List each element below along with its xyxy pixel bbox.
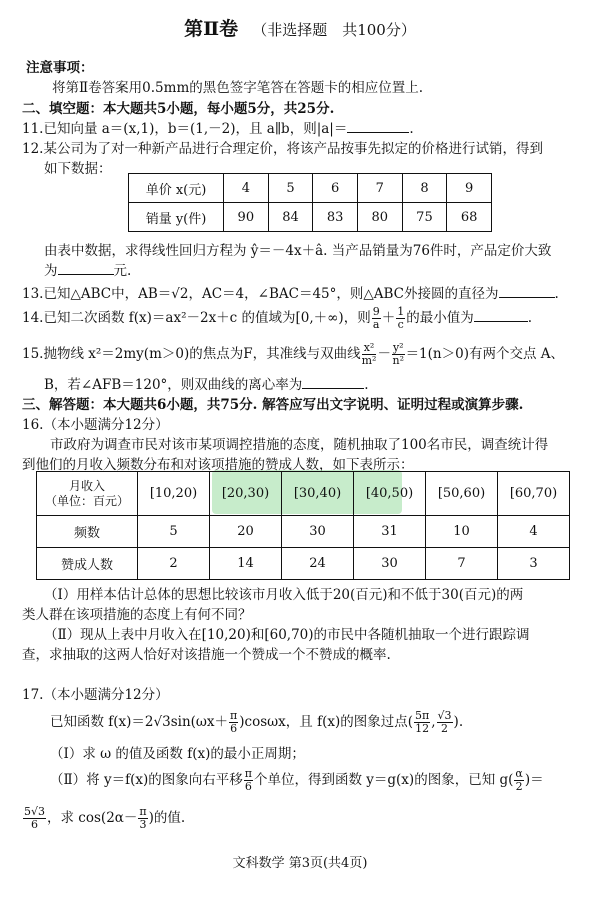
answer-blank — [474, 309, 528, 322]
table-cell: 7 — [426, 548, 498, 580]
q17-line3-b: )的值. — [148, 810, 186, 826]
fraction-denominator: c — [397, 318, 404, 331]
fraction-numerator: x² — [362, 342, 377, 355]
q17-part2-b: 个单位，得到函数 y＝g(x)的图象，已知 g( — [253, 772, 514, 788]
table-cell: [20,30) — [210, 472, 282, 516]
q12-line4-prefix: 为 — [44, 263, 58, 279]
q12-line4 — [44, 259, 131, 279]
page-title — [0, 14, 600, 41]
header-label-line2: （单位：百元） — [44, 493, 129, 508]
fraction-numerator: α — [515, 767, 523, 780]
table-cell: 75 — [402, 203, 447, 232]
fraction — [23, 806, 46, 831]
table-cell: [40,50) — [354, 472, 426, 516]
fraction-denominator: 2 — [515, 780, 523, 793]
notice-text: 将第Ⅱ卷答案用0.5mm的黑色签字笔答在答题卡的相应位置上. — [52, 80, 424, 96]
q17-label: 17.（本小题满分12分） — [22, 687, 169, 703]
title-subtitle: （非选择题 共100分） — [252, 21, 416, 39]
fraction-denominator: 6 — [230, 722, 238, 735]
fraction-denominator: a — [372, 318, 380, 331]
table-row — [129, 174, 492, 203]
table-cell: [60,70) — [498, 472, 570, 516]
table-cell: 4 — [498, 516, 570, 548]
table-cell: 2 — [138, 548, 210, 580]
q17-line3-a: ，求 cos(2α－ — [47, 810, 138, 826]
fraction-denominator: 2 — [441, 722, 449, 735]
table-cell: 5 — [138, 516, 210, 548]
answer-blank — [347, 120, 409, 133]
q17-line1-d: ). — [453, 714, 464, 730]
fraction-numerator: π — [139, 805, 147, 818]
q17-part2-line2 — [22, 806, 185, 831]
table-cell: 84 — [268, 203, 313, 232]
answer-blank — [499, 285, 555, 298]
q15-part2: ＝1(n＞0)有两个交点 A、 — [405, 346, 565, 362]
section3-heading: 三、解答题：本大题共6小题，共75分. 解答应写出文字说明、证明过程或演算步骤. — [22, 397, 524, 413]
title-main: 第Ⅱ卷 — [184, 18, 239, 40]
table-cell: 20 — [210, 516, 282, 548]
fraction-numerator: √3 — [437, 709, 452, 722]
answer-blank — [302, 376, 364, 389]
q17-part2-a: （Ⅱ）将 y＝f(x)的图象向右平移 — [50, 772, 243, 788]
fraction-numerator: 1 — [397, 305, 405, 318]
fraction — [414, 710, 430, 735]
table-cell: 3 — [498, 548, 570, 580]
table-header-cell — [37, 472, 138, 516]
fraction — [392, 342, 405, 367]
fraction — [362, 342, 377, 367]
q15-line2: B，若∠AFB＝120°，则双曲线的离心率为 . — [44, 377, 369, 393]
question-14: 14.已知二次函数 f(x)＝ax²－2x＋c 的值域为[0,＋∞)，则 $\frac{9}{a}$ ＋ $\frac{1}{c}$ 的最小值为 . — [22, 305, 532, 331]
table-cell: 83 — [313, 203, 358, 232]
fraction-denominator: 12 — [415, 722, 430, 735]
fraction — [229, 710, 238, 735]
table-cell: [10,20) — [138, 472, 210, 516]
comma: , — [431, 714, 436, 730]
q15-line2-text: B，若∠AFB＝120°，则双曲线的离心率为 — [44, 377, 303, 393]
q17-line1 — [50, 710, 463, 735]
table-cell: 销量 y(件) — [129, 203, 224, 232]
fraction-denominator: 3 — [139, 818, 147, 831]
table-cell: 31 — [354, 516, 426, 548]
question-13: 13.已知△ABC中，AB＝√2，AC＝4，∠BAC＝45°，则△ABC外接圆的直径为 . — [22, 286, 559, 302]
header-label-line1: 月收入 — [68, 478, 105, 493]
q16-part1-line2: 类人群在该项措施的态度上有何不同？ — [22, 607, 252, 623]
table-cell: 5 — [268, 174, 313, 203]
table-row — [37, 472, 570, 516]
q17-part2-line1 — [50, 768, 544, 793]
fraction — [437, 710, 453, 735]
section2-heading: 二、填空题：本大题共5小题，每小题5分，共25分. — [22, 101, 335, 117]
q17-line1-a: 已知函数 f(x)＝2√3sin(ωx＋ — [50, 714, 229, 730]
table-cell: 7 — [357, 174, 402, 203]
q16-line1: 市政府为调查市民对该市某项调控措施的态度，随机抽取了100名市民，调查统计得 — [50, 437, 549, 453]
fraction-numerator: y² — [392, 341, 404, 354]
q14-part1: 14.已知二次函数 f(x)＝ax²－2x＋c 的值域为[0,＋∞)，则 — [22, 310, 371, 326]
table-cell: [30,40) — [282, 472, 354, 516]
q13-text: 13.已知△ABC中，AB＝√2，AC＝4，∠BAC＝45°，则△ABC外接圆的直径为 — [22, 286, 499, 302]
table-cell: 80 — [357, 203, 402, 232]
q17-part1: （Ⅰ）求 ω 的值及函数 f(x)的最小正周期； — [50, 746, 305, 762]
q12-line1: 12.某公司为了对一种新产品进行合理定价，将该产品按事先拟定的价格进行试销，得到 — [22, 141, 543, 157]
table-cell: 14 — [210, 548, 282, 580]
fraction-numerator: 5√3 — [24, 805, 46, 818]
fraction-denominator: 6 — [31, 818, 38, 831]
plus-sign: ＋ — [381, 310, 396, 326]
table-cell: 10 — [426, 516, 498, 548]
q17-part2-c: )＝ — [524, 772, 544, 788]
fraction-numerator: 9 — [372, 305, 380, 318]
table-cell: 频数 — [37, 516, 138, 548]
q12-line2: 如下数据： — [44, 161, 112, 177]
question-11: 11.已知向量 a＝(x,1)，b＝(1,－2)，且 a∥b，则|a|＝ . — [22, 121, 414, 137]
income-survey-table — [36, 471, 570, 580]
price-sales-table — [128, 173, 492, 232]
table-cell: 24 — [282, 548, 354, 580]
table-cell: 赞成人数 — [37, 548, 138, 580]
q12-line4-suffix: 元. — [113, 263, 132, 279]
table-cell: 30 — [354, 548, 426, 580]
fraction-numerator: π — [244, 767, 252, 780]
fraction — [244, 768, 253, 793]
q16-part2-line2: 查，求抽取的这两人恰好对该措施一个赞成一个不赞成的概率. — [22, 647, 391, 663]
fraction — [138, 806, 147, 831]
table-cell: 4 — [224, 174, 269, 203]
notice-heading: 注意事项： — [26, 60, 94, 76]
table-cell: 30 — [282, 516, 354, 548]
table-row — [37, 548, 570, 580]
q15-part1: 15.抛物线 x²＝2my(m＞0)的焦点为F，其准线与双曲线 — [22, 346, 361, 362]
table-cell: 9 — [447, 174, 492, 203]
q12-line3: 由表中数据，求得线性回归方程为 ŷ＝－4x＋â. 当产品销量为76件时，产品定价大致 — [44, 243, 552, 259]
table-cell: [50,60) — [426, 472, 498, 516]
fraction-numerator: 5π — [415, 709, 430, 722]
fraction-denominator: m² — [361, 354, 377, 367]
q16-part2-line1: （Ⅱ）现从上表中月收入在[10,20)和[60,70)的市民中各随机抽取一个进行跟踪调 — [44, 627, 530, 643]
table-cell: 8 — [402, 174, 447, 203]
q16-label: 16.（本小题满分12分） — [22, 417, 169, 433]
fraction-numerator: π — [230, 709, 238, 722]
table-row — [129, 203, 492, 232]
page-footer: 文科数学 第3页(共4页) — [232, 856, 368, 871]
minus-sign: － — [377, 346, 391, 362]
table-cell: 单价 x(元) — [129, 174, 224, 203]
table-cell: 90 — [224, 203, 269, 232]
fraction — [372, 306, 381, 331]
table-row — [37, 516, 570, 548]
fraction-denominator: 6 — [244, 780, 252, 793]
answer-blank — [58, 262, 114, 275]
q11-text: 11.已知向量 a＝(x,1)，b＝(1,－2)，且 a∥b，则|a|＝ — [22, 121, 348, 137]
q17-line1-b: )cosωx，且 f(x)的图象过点( — [239, 714, 413, 730]
question-15 — [22, 342, 564, 367]
fraction — [514, 768, 523, 793]
table-cell: 68 — [447, 203, 492, 232]
table-cell: 6 — [313, 174, 358, 203]
q14-part2: 的最小值为 — [406, 310, 474, 326]
fraction — [396, 306, 405, 331]
fraction-denominator: n² — [392, 354, 404, 367]
q16-part1-line1: （Ⅰ）用样本估计总体的思想比较该市月收入低于20(百元)和不低于30(百元)的两 — [44, 587, 524, 603]
q16-line2: 到他们的月收入频数分布和对该项措施的赞成人数，如下表所示： — [22, 457, 414, 473]
